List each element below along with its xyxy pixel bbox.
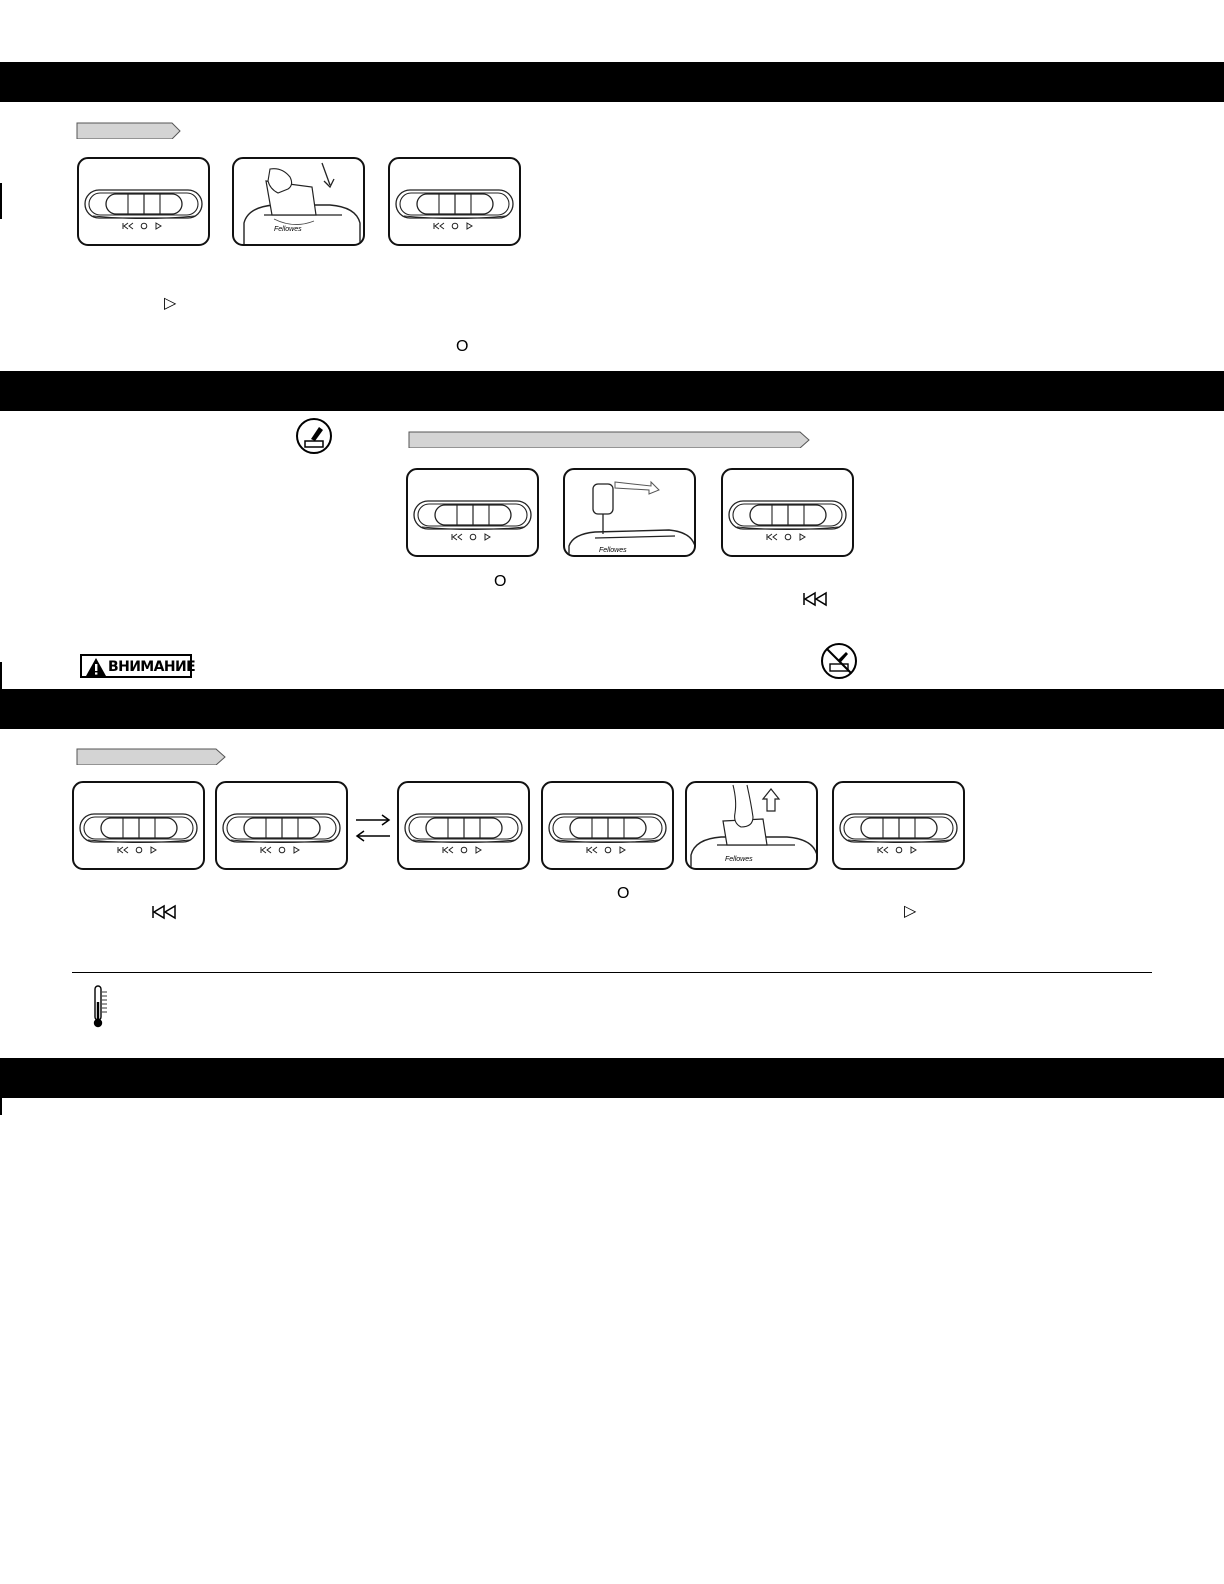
rocker-switch-icon bbox=[543, 783, 674, 870]
reverse-symbol-icon bbox=[151, 904, 177, 920]
section-bar-4 bbox=[0, 1058, 1224, 1098]
reverse-symbol-icon bbox=[802, 591, 828, 607]
svg-text:Fellowes: Fellowes bbox=[725, 856, 753, 863]
switch-panel-reverse bbox=[397, 781, 530, 870]
rocker-switch-icon bbox=[834, 783, 965, 870]
warning-label: ВНИМАНИЕ bbox=[108, 659, 196, 675]
off-symbol: O bbox=[617, 885, 630, 902]
warning-triangle-icon bbox=[85, 657, 107, 677]
section-bar-1 bbox=[0, 62, 1224, 102]
step-arrow-tag bbox=[76, 122, 182, 139]
oil-icon bbox=[295, 417, 333, 455]
oil-bottle-application-icon bbox=[565, 470, 696, 557]
rocker-switch-icon bbox=[217, 783, 348, 870]
switch-panel-off bbox=[406, 468, 539, 557]
rocker-switch-icon bbox=[399, 783, 530, 870]
switch-panel-off bbox=[541, 781, 674, 870]
switch-panel-off bbox=[388, 157, 521, 246]
step-arrow-tag bbox=[76, 748, 228, 765]
rocker-switch-icon bbox=[79, 159, 210, 246]
off-symbol: O bbox=[494, 573, 507, 590]
switch-panel-reverse bbox=[721, 468, 854, 557]
switch-panel-forward bbox=[832, 781, 965, 870]
svg-text:Fellowes: Fellowes bbox=[274, 226, 302, 233]
page-edge-mark bbox=[0, 662, 2, 690]
switch-panel-forward bbox=[77, 157, 210, 246]
switch-panel-forward bbox=[215, 781, 348, 870]
thermometer-icon bbox=[88, 984, 112, 1030]
forward-symbol: ▷ bbox=[904, 903, 917, 920]
rocker-switch-icon bbox=[723, 470, 854, 557]
section-bar-3 bbox=[0, 689, 1224, 729]
alternate-arrows-icon bbox=[354, 813, 392, 843]
no-aerosol-icon bbox=[820, 642, 858, 680]
svg-text:Fellowes: Fellowes bbox=[599, 547, 627, 554]
off-symbol: O bbox=[456, 338, 469, 355]
section-bar-2 bbox=[0, 371, 1224, 411]
hand-inserting-paper-icon bbox=[234, 159, 365, 246]
rocker-switch-icon bbox=[390, 159, 521, 246]
hand-removing-paper-icon bbox=[687, 783, 818, 870]
paper-feed-panel bbox=[232, 157, 365, 246]
page-edge-mark bbox=[0, 183, 2, 219]
switch-panel-reverse bbox=[72, 781, 205, 870]
warning-badge bbox=[80, 654, 196, 678]
rocker-switch-icon bbox=[74, 783, 205, 870]
forward-symbol: ▷ bbox=[164, 295, 177, 312]
rocker-switch-icon bbox=[408, 470, 539, 557]
step-arrow-tag bbox=[408, 431, 812, 448]
oiling-panel bbox=[563, 468, 696, 557]
paper-removal-panel bbox=[685, 781, 818, 870]
divider-rule bbox=[72, 972, 1152, 973]
